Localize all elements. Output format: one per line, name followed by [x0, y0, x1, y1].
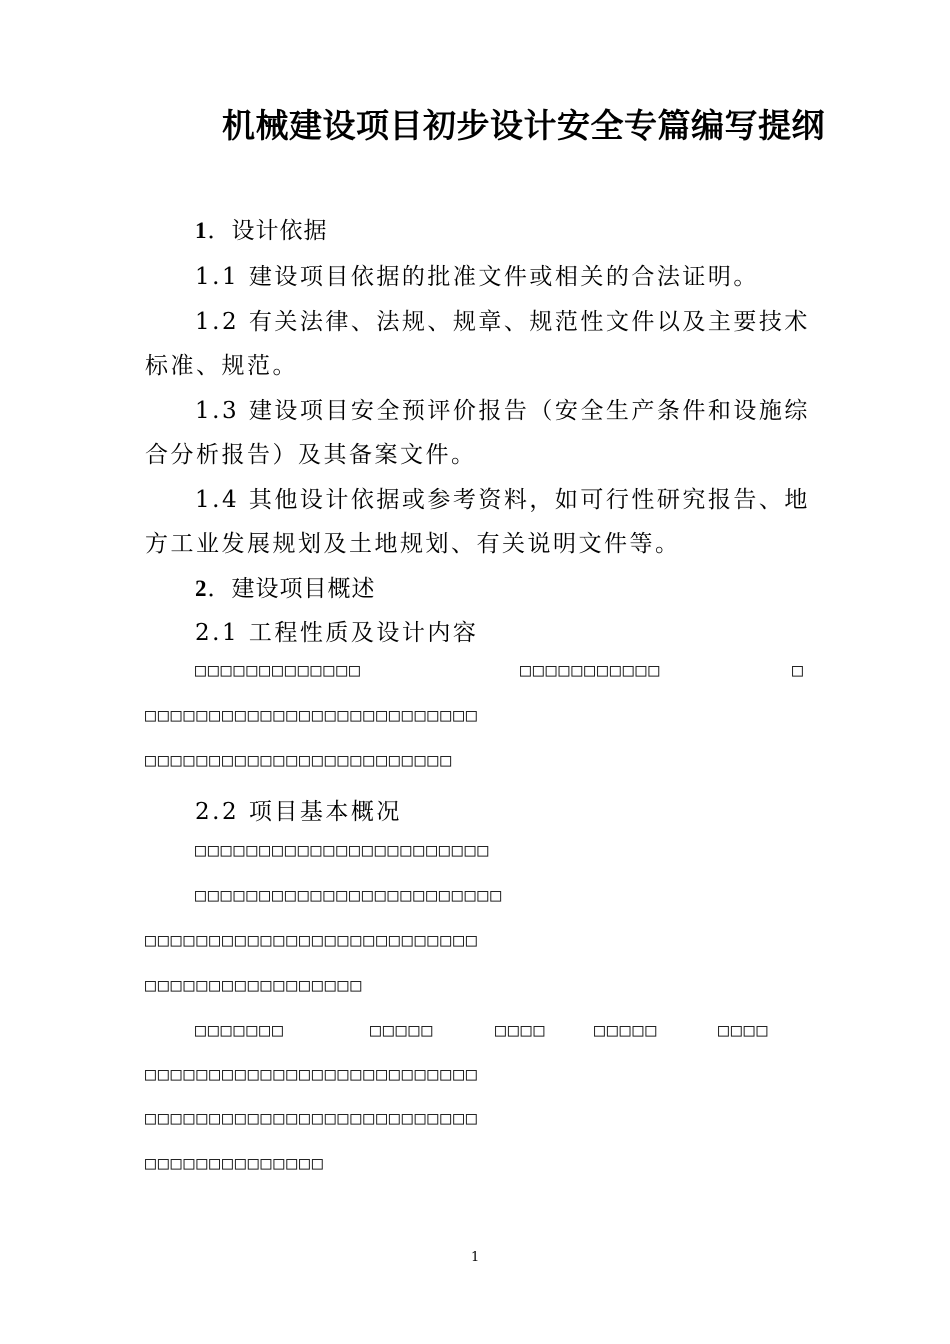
garbled-text: □□□□□□□□□□□: [520, 660, 662, 681]
garbled-text: □□□□□□□□□□□□□□: [145, 1153, 325, 1174]
page-number: 1: [471, 1250, 480, 1265]
garbled-text: □□□□: [495, 1020, 547, 1041]
document-title: 机械建设项目初步设计安全专篇编写提纲: [222, 106, 825, 145]
paragraph-2-2-heading: 2.2 项目基本概况: [195, 799, 402, 825]
garbled-text: □□□□: [718, 1020, 770, 1041]
garbled-text: □□□□□□□□□□□□□□□□□□□□□□□□□□: [145, 1108, 479, 1129]
garbled-text: □□□□□□□□□□□□□□□□□□□□□□□□: [145, 750, 454, 771]
section-2-title: ．建设项目概述: [207, 576, 376, 602]
paragraph-1-1: 1.1 建设项目依据的批准文件或相关的合法证明。: [195, 264, 759, 290]
garbled-text: □: [792, 660, 805, 681]
garbled-text: □□□□□□□□□□□□□□□□□□□□□□□□: [195, 885, 504, 906]
garbled-text: □□□□□□□□□□□□□□□□□: [145, 975, 364, 996]
paragraph-1-2-line-1: 1.2 有关法律、法规、规章、规范性文件以及主要技术: [195, 309, 810, 335]
garbled-text: □□□□□□□: [195, 1020, 285, 1041]
section-1-title: ．设计依据: [207, 218, 328, 244]
paragraph-1-2-line-2: 标准、规范。: [145, 353, 298, 379]
section-1-heading: [195, 212, 328, 245]
garbled-text: □□□□□: [370, 1020, 435, 1041]
section-2-number: 2: [195, 576, 208, 601]
garbled-text: □□□□□□□□□□□□□□□□□□□□□□□□□□: [145, 930, 479, 951]
paragraph-2-1-heading: 2.1 工程性质及设计内容: [195, 620, 479, 646]
section-2-heading: [195, 570, 376, 603]
garbled-text: □□□□□□□□□□□□□□□□□□□□□□□: [195, 840, 491, 861]
garbled-text: □□□□□: [594, 1020, 659, 1041]
garbled-text: □□□□□□□□□□□□□: [195, 660, 362, 681]
section-1-number: 1: [195, 218, 208, 243]
garbled-text: □□□□□□□□□□□□□□□□□□□□□□□□□□: [145, 705, 479, 726]
garbled-text: □□□□□□□□□□□□□□□□□□□□□□□□□□: [145, 1064, 479, 1085]
paragraph-1-3-line-2: 合分析报告）及其备案文件。: [145, 442, 477, 468]
paragraph-1-4-line-2: 方工业发展规划及土地规划、有关说明文件等。: [145, 531, 681, 557]
paragraph-1-3-line-1: 1.3 建设项目安全预评价报告（安全生产条件和设施综: [195, 398, 810, 424]
paragraph-1-4-line-1: 1.4 其他设计依据或参考资料，如可行性研究报告、地: [195, 487, 810, 513]
